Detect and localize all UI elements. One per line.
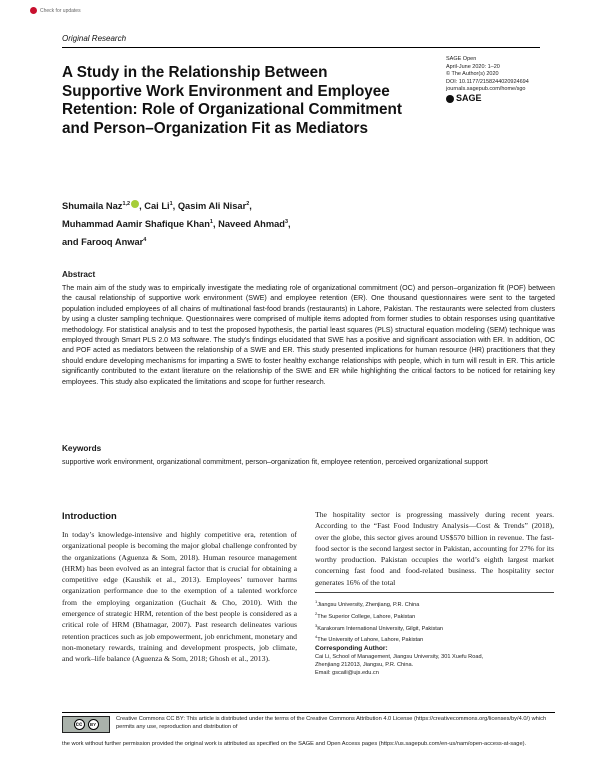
- author: Cai Li$^1$,: [144, 201, 178, 212]
- author: Muhammad Aamir Shafique Khan$^1$,: [62, 219, 219, 230]
- update-icon: [30, 7, 37, 14]
- abstract-text: The main aim of the study was to empirically investigate the mediating role of organizational commitment (OC) and person–organization fit (POF) between the causal relationship of supportive work environment (SWE) and employee retention (ER). One thousand questionnaires were sent to the targeted population included employees of all chains of multinational fast-food brands (restaurants) in Lahore, Pakistan. The restaurants were selected from clusters by using a cluster sampling technique. Questionnaires were comprised of multiple items adopted from former studies to obtain responses using quantitative methodology. For statistical analysis and to test the proposed hypothesis, the partial least squares (PLS) structural equation modeling (SEM) technique was employed through Smart PLS 2.0 M3 software. The study’s findings elucidated that SWE has a positive and significant association with ER. In addition, OC and POF acted as mediators between the relationship of a SWE and ER. This study presented implications for human resource (HR) practitioners that they should endure developing mechanisms for imparting a SWE to foster healthy exchange relationships with people, which in turn will result in ER. This article significantly contributed to the extant literature on the relationship of the SWE and ER while highlighting the critical factors to be noticed for retaining key employees. This study also explicated the limitations and scope for further research.: [62, 284, 555, 386]
- header-divider: [62, 47, 540, 48]
- copyright: © The Author(s) 2020: [446, 71, 499, 78]
- corresponding-author-details: Cai Li, School of Management, Jiangsu University, 301 Xuefu Road, Zhenjiang 212013, Jiangsu, P.R. China. Email: gscaili@ujs.edu.cn: [315, 654, 554, 678]
- cc-icon: cc: [74, 719, 85, 730]
- attribution-icon: BY: [88, 719, 99, 730]
- check-for-updates-badge[interactable]: [30, 7, 81, 14]
- introduction-right-column: The hospitality sector is progressing massively during recent years. According to the “Fast Food Industry Analysis—Cost & Trends” (2018), over the globe, this sector gives around US$570 billion in revenue. The fast-food sector is the second largest sector in Pakistan, accounting for 27% for its worthy production. Pakistan occupies the world’s eighth largest market concerning fast food and food-related business. The hospitality sector generates 16% of the total: [315, 510, 554, 587]
- corresponding-email[interactable]: Email: gscaili@ujs.edu.cn: [315, 669, 379, 676]
- affiliation-item: $^4$The University of Lahore, Lahore, Pakistan: [315, 634, 424, 644]
- author-list: [62, 196, 402, 250]
- affiliation-item: $^2$The Superior College, Lahore, Pakistan: [315, 610, 416, 620]
- license-text: Creative Commons CC BY: This article is distributed under the terms of the Creative Commons Attribution 4.0 License (https://creativecommons.org/licenses/by/4.0/) which permits any use, reproduction and distribution of: [116, 716, 547, 730]
- corresponding-author-heading: Corresponding Author:: [315, 645, 388, 652]
- sage-logo: SAGE: [446, 95, 529, 103]
- introduction-heading: Introduction: [62, 510, 117, 521]
- author: Naveed Ahmad$^3$,: [218, 219, 291, 230]
- keywords-heading: Keywords: [62, 444, 102, 453]
- orcid-icon[interactable]: [131, 200, 139, 208]
- affiliation-item: $^1$Jiangsu University, Zhenjiang, P.R. China: [315, 599, 420, 608]
- journal-url[interactable]: journals.sagepub.com/home/sgo: [446, 86, 526, 93]
- article-type: Original Research: [62, 34, 127, 43]
- journal-meta: [446, 56, 529, 103]
- affiliation-item: $^3$Karakoram International University, Gilgit, Pakistan: [315, 622, 444, 632]
- author: Shumaila Naz$^{1,2}$ ,: [62, 201, 145, 212]
- author: Qasim Ali Nisar$^2$,: [177, 201, 252, 212]
- footer-divider: [62, 712, 555, 713]
- keywords-text: supportive work environment, organizational commitment, person–organization fit, employee retention, perceived organizational support: [62, 458, 488, 466]
- author: and Farooq Anwar$^4$: [62, 237, 147, 248]
- doi-link[interactable]: DOI: 10.1177/2158244020924694: [446, 78, 529, 85]
- abstract-heading: Abstract: [62, 270, 96, 279]
- journal-issue: April-June 2020: 1–20: [446, 63, 500, 70]
- affiliations-divider: [315, 592, 554, 593]
- introduction-left-column: In today’s knowledge-intensive and highly competitive era, retention of organizational people is becoming the major global challenge confronted by the organizations (Aguenza & Som, 2018). Human resource management (HRM) has been evolved as an integral factor that is crucial for obtaining a competitive edge (Kaushik et al., 2013). Employees’ turnover harms organization performance due to the exemption of a talented workforce from the employing organization (Guchait & Cho, 2010). With the emergence of strategic HRM, retention of the best people is considered as a critical role of HRM (Bhatnagar, 2007). Past research delineates various retention practices such as job empowerment, job enrichment, monetary and non-monetary rewards, training and development prospects, job climate, and work–life balance (Aguenza & Som, 2018; Ghosh et al., 2013).: [62, 530, 297, 664]
- license-text-continued: the work without further permission provided the original work is attributed as specified on the SAGE and Open Access pages (https://us.sagepub.com/en-us/nam/open-access-at-sage).: [62, 741, 527, 747]
- check-for-updates-label: Check for updates: [40, 7, 81, 14]
- article-title: A Study in the Relationship Between Supportive Work Environment and Employee Retention: Role of Organizational Commitment and Person–Organization Fit as Mediators: [62, 64, 402, 137]
- cc-license-badge[interactable]: [62, 716, 110, 733]
- affiliations: [315, 598, 554, 645]
- journal-name: SAGE Open: [446, 56, 477, 62]
- sage-logo-icon: [446, 95, 454, 103]
